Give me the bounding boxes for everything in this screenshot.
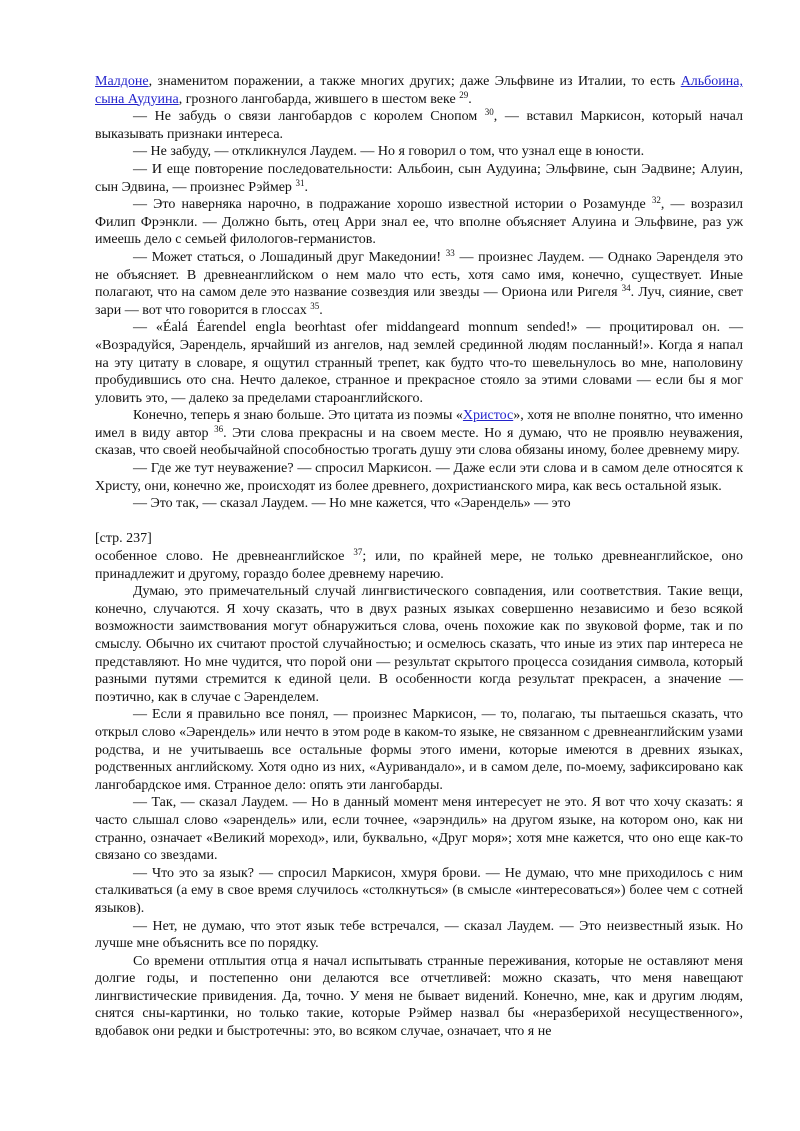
footnote-reference: 29 (459, 89, 469, 100)
text-run: — Не забуду, — откликнулся Лаудем. — Но я говорил о том, что узнал еще в юности. (133, 144, 645, 160)
text-run: — произнес Лаудем. — Однако Эаренделя это не объясняет. В древнеанглийском о нем мало что есть, хотя само имя, конечно, существует. Иные полагают, что на самом деле это название созвездия или звезды — Ориона или Ригеля (95, 249, 743, 301)
text-run: . Эти слова прекрасны и на своем месте. Но я думаю, что не проявлю неуважения, сказав, что своей необычайной способностью трогать душу эти слова обязаны иному, более древнему миру. (95, 425, 743, 459)
footnote-reference: 31 (295, 177, 305, 188)
paragraph (95, 706, 743, 794)
text-run: особенное слово. Не древнеанглийское (95, 549, 354, 565)
text-column (95, 73, 743, 1041)
text-run: — Если я правильно все понял, — произнес Маркисон, — то, полагаю, ты пытаешься сказать, что открыл слово «Эарендель» или нечто в этом роде в каком-то языке, не связанном с древнеанглийским узами родства, и не учитываешь все остальные формы этого имени, которые имеются в древних языках, родственных английскому. Хотя одно из них, «Ауривандало», и в самом деле, по-моему, зафиксировано как лангобардское имя. Странное дело: опять эти лангобарды. (95, 707, 743, 793)
footnote-reference: 36 (214, 423, 224, 434)
paragraph (95, 73, 743, 108)
text-run: », хотя не вполне понятно, что именно имел в виду автор (95, 408, 743, 441)
text-run: — Где же тут неуважение? — спросил Маркисон. — Даже если эти слова и в самом деле относятся к Христу, они, конечно же, происходят из более древнего, дохристианского мира, как весь остальной язык. (95, 461, 743, 494)
text-run: — «Éalá Éarendel engla beorhtast ofer middangeard monnum sended!» — процитировал он. — «Возрадуйся, Эарендель, ярчайший из ангелов, над землей срединной людям посланный!». Когда я напал на эту цитату в словаре, я ощутил странный трепет, как будто что-то шевельнулось во мне, наполовину пробудившись ото сна. Нечто далекое, странное и прекрасное стояло за этими словами — если бы я мог уловить это, — далеко за пределами староанглийского. (95, 320, 743, 406)
text-run: Со времени отплытия отца я начал испытывать странные переживания, которые не оставляют меня долгие годы, и постепенно они делаются все отчетливей: можно сказать, что меня навещают лингвистические привидения. Да, точно. У меня не бывает видений. Конечно, мне, как и другим людям, снятся сны-картинки, но только такие, которые Рэймер назвал бы «неразберихой несущественного», вдобавок они редки и быстротечны: это, во всяком случае, означает, что я не (95, 953, 743, 1040)
text-run: — Может статься, о Лошадиный друг Македонии! (133, 249, 446, 265)
text-run: — Это так, — сказал Лаудем. — Но мне кажется, что «Эарендель» — это (133, 496, 571, 512)
text-run: , — возразил Филип Фрэнкли. — Должно быть, отец Арри знал ее, что вполне объясняет Алуина и Эльфвине, раз уж имеешь дело с семьей филологов-германистов. (95, 197, 743, 248)
paragraph (95, 953, 743, 1041)
paragraph (95, 495, 743, 513)
text-run: , знаменитом поражении, а также многих других; даже Эльфвине из Италии, то есть (148, 74, 681, 89)
link-alboin-son-of-audoin[interactable]: Альбоина, сына Аудуина (95, 74, 743, 107)
text-run: — И еще повторение последовательности: Альбоин, сын Аудуина; Эльфвине, сын Эадвине; Алуин, сын Эдвина, — произнес Рэймер (95, 161, 743, 195)
text-run: . (319, 302, 323, 318)
paragraph (95, 143, 743, 161)
text-run: , грозного лангобарда, жившего в шестом веке (178, 91, 460, 107)
text-run: ; или, по крайней мере, не только древнеанглийское, оно принадлежит и другому, гораздо более древнему наречию. (95, 549, 743, 582)
paragraph (95, 161, 743, 196)
text-run: — Так, — сказал Лаудем. — Но в данный момент меня интересует не это. Я вот что хочу сказать: я часто слышал слово «эарендель» или, если точнее, «эарэндиль» на другом языке, на котором оно, как ни странно, означает «Великий мореход», или, буквально, «Друг моря»; хотя мне кажется, что оно еще как-то связано со звездами. (95, 795, 743, 864)
paragraph (95, 460, 743, 495)
footnote-reference: 30 (484, 107, 494, 118)
footnote-reference: 34 (621, 283, 631, 294)
paragraph (95, 583, 743, 706)
paragraph (95, 530, 743, 548)
footnote-reference: 32 (651, 195, 661, 206)
paragraph (95, 918, 743, 953)
footnote-reference: 33 (445, 247, 455, 258)
text-run: — Не забудь о связи лангобардов с королем Снопом (133, 109, 485, 125)
paragraph (95, 407, 743, 460)
footnote-reference: 35 (310, 300, 320, 311)
paragraph (95, 319, 743, 407)
text-run: — Это наверняка нарочно, в подражание хорошо известной истории о Розамунде (133, 197, 652, 213)
text-run: [стр. 237] (95, 531, 152, 547)
text-run: . (304, 179, 308, 195)
paragraph (95, 548, 743, 583)
paragraph (95, 196, 743, 249)
footnote-reference: 37 (353, 547, 363, 558)
paragraph (95, 794, 743, 864)
text-run: . (468, 91, 472, 107)
text-run: — Нет, не думаю, что этот язык тебе встречался, — сказал Лаудем. — Это неизвестный язык. Но лучше мне объяснить все по порядку. (95, 918, 743, 952)
link-maldon[interactable]: Малдоне (95, 74, 149, 89)
text-run: — Что это за язык? — спросил Маркисон, хмуря брови. — Не думаю, что мне приходилось с ним сталкиваться (а ему в свое время случилось «столкнуться» (в смысле «интересоваться») более чем с сотней языков). (95, 865, 743, 916)
paragraph (95, 249, 743, 319)
paragraph (95, 108, 743, 143)
paragraph (95, 865, 743, 918)
text-run: Думаю, это примечательный случай лингвистического совпадения, или соответствия. Такие вещи, конечно, случаются. Я хочу сказать, что в двух разных языках совершенно независимо и безо всякой возможности заимствования могут обнаружиться слова, очень похожие как по звуковой форме, так и по смыслу. Обычно их считают простой случайностью; и осмелюсь сказать, что иные из этих пар интереса не представляют. Но мне чудится, что порой они — результат скрытого процесса созидания символа, который разными путями стремится к единой цели. В особенности когда результат прекрасен, а значение — поэтично, как в случае с Эаренделем. (95, 584, 743, 705)
text-run: . Луч, сияние, свет зари — вот что говорится в глоссах (95, 285, 743, 318)
link-christ-poem[interactable]: Христос (462, 408, 514, 424)
text-run: , — вставил Маркисон, который начал выказывать признаки интереса. (95, 109, 744, 142)
text-run: Конечно, теперь я знаю больше. Это цитата из поэмы « (133, 408, 463, 424)
